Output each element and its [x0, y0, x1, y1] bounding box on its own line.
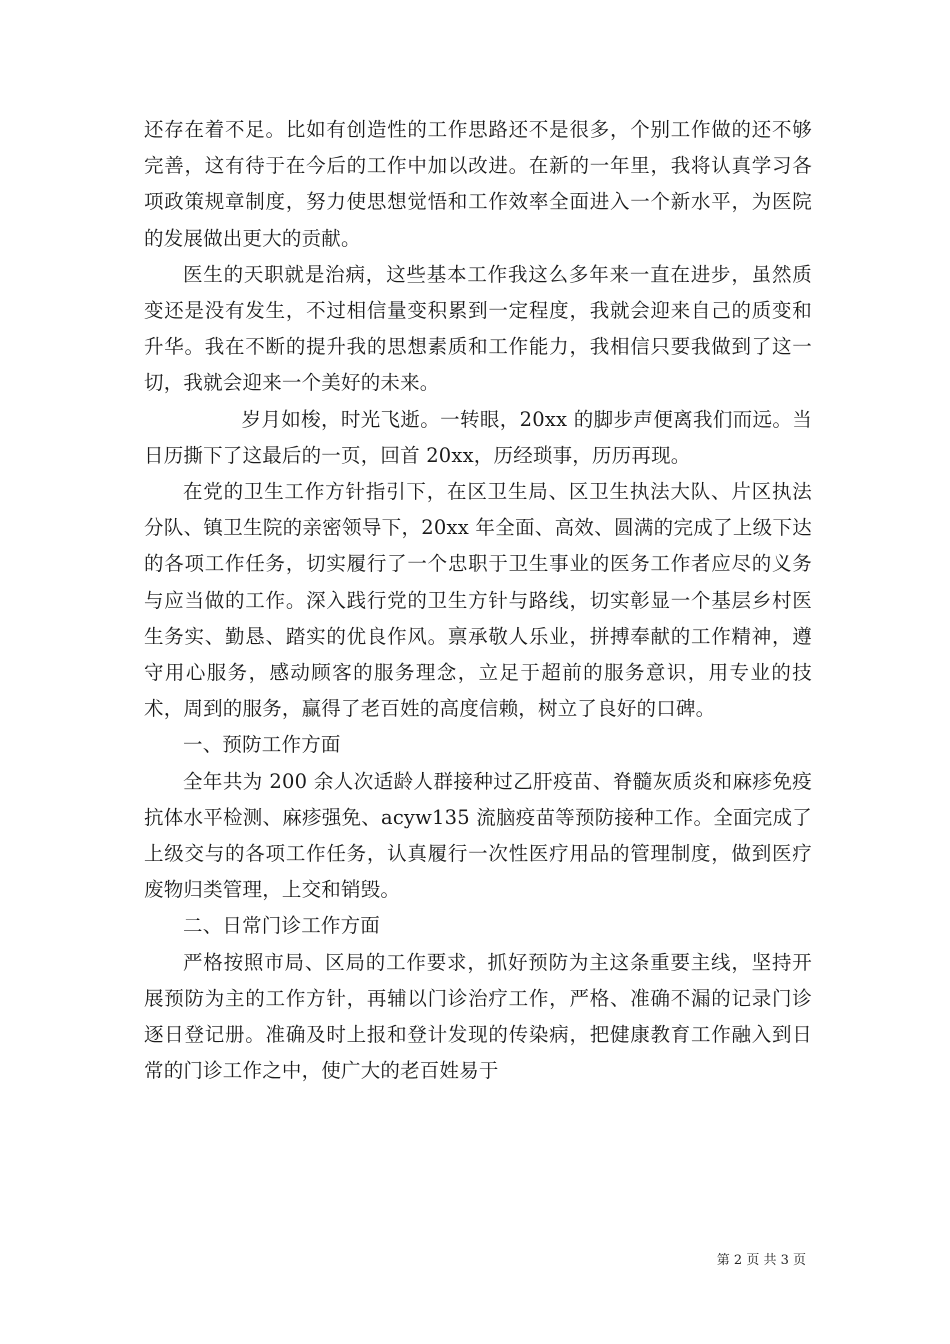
page-number-footer: 第 2 页 共 3 页: [716, 1253, 806, 1268]
paragraph-continuation: 还存在着不足。比如有创造性的工作思路还不是很多，个别工作做的还不够完善，这有待于在今后的工作中加以改进。在新的一年里，我将认真学习各项政策规章制度，努力使思想觉悟和工作效率全面进入一个新水平，为医院的发展做出更大的贡献。: [144, 118, 812, 250]
paragraph-time-flies: 岁月如梭，时光飞逝。一转眼，20xx 的脚步声便离我们而远。当日历撕下了这最后的一页，回首 20xx，历经琐事，历历再现。: [144, 407, 812, 467]
section-heading-clinic: 二、日常门诊工作方面: [183, 914, 381, 938]
document-body: [144, 112, 812, 1089]
paragraph-vaccination: 全年共为 200 余人次适龄人群接种过乙肝疫苗、脊髓灰质炎和麻疹免疫抗体水平检测、麻疹强免、acyw135 流脑疫苗等预防接种工作。全面完成了上级交与的各项工作任务，认真履行一次性医疗用品的管理制度，做到医疗废物归类管理，上交和销毁。: [144, 769, 812, 902]
paragraph-clinic-work: 严格按照市局、区局的工作要求，抓好预防为主这条重要主线，坚持开展预防为主的工作方针，再辅以门诊治疗工作，严格、准确不漏的记录门诊逐日登记册。准确及时上报和登计发现的传染病，把健康教育工作融入到日常的门诊工作之中，使广大的老百姓易于: [144, 950, 812, 1083]
paragraph-doctor-duty: 医生的天职就是治病，这些基本工作我这么多年来一直在进步，虽然质变还是没有发生，不过相信量变积累到一定程度，我就会迎来自己的质变和升华。我在不断的提升我的思想素质和工作能力，我相信只要我做到了这一切，我就会迎来一个美好的未来。: [144, 262, 812, 395]
paragraph-party-guidance: 在党的卫生工作方针指引下，在区卫生局、区卫生执法大队、片区执法分队、镇卫生院的亲密领导下，20xx 年全面、高效、圆满的完成了上级下达的各项工作任务，切实履行了一个忠职于卫生事业的医务工作者应尽的义务与应当做的工作。深入践行党的卫生方针与路线，切实彰显一个基层乡村医生务实、勤恳、踏实的优良作风。禀承敬人乐业，拼搏奉献的工作精神，遵守用心服务，感动顾客的服务理念，立足于超前的服务意识，用专业的技术，周到的服务，赢得了老百姓的高度信赖，树立了良好的口碑。: [144, 480, 812, 721]
section-heading-prevention: 一、预防工作方面: [183, 733, 341, 757]
